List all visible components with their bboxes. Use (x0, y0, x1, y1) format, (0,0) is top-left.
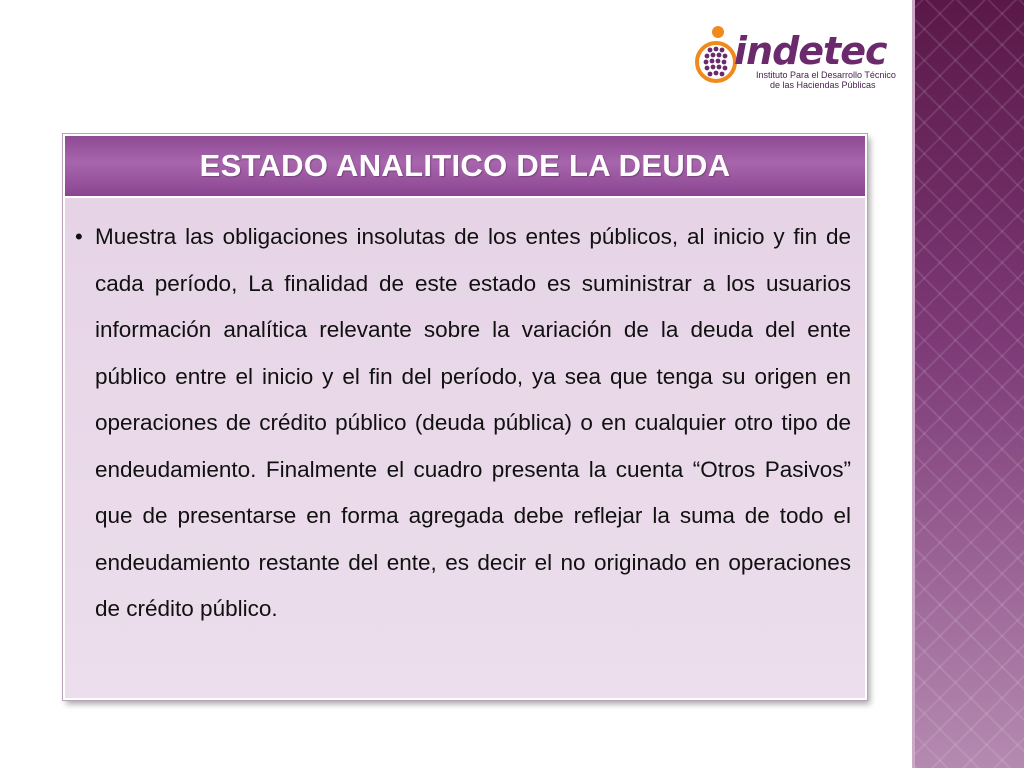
card-header (65, 136, 865, 198)
indetec-logo-mark-icon (692, 24, 738, 84)
logo-subtitle (756, 70, 896, 90)
logo-subtitle-line1: Instituto Para el Desarrollo Técnico (756, 70, 896, 80)
bullet-text: Muestra las obligaciones insolutas de los entes públicos, al inicio y fin de cada período, La finalidad de este estado es suministrar a los usuarios información analítica relevante sobre la variación de la deuda del ente público entre el inicio y el fin del período, ya sea que tenga su origen en operaciones de crédito público (deuda pública) o en cualquier otro tipo de endeudamiento. Finalmente el cuadro presenta la cuenta “Otros Pasivos” que de presentarse en forma agregada debe reflejar la suma de todo el endeudamiento restante del ente, es decir el no originado en operaciones de crédito público. (95, 224, 851, 621)
indetec-logo (690, 20, 896, 90)
card-title: ESTADO ANALITICO DE LA DEUDA (199, 148, 731, 183)
bullet-icon: • (75, 224, 83, 249)
logo-subtitle-line2: de las Haciendas Públicas (770, 80, 876, 90)
content-card (63, 134, 867, 700)
decorative-side-band (912, 0, 1024, 768)
card-body (65, 198, 865, 698)
logo-wordmark: indetec (734, 29, 887, 73)
bullet-item (75, 214, 851, 633)
